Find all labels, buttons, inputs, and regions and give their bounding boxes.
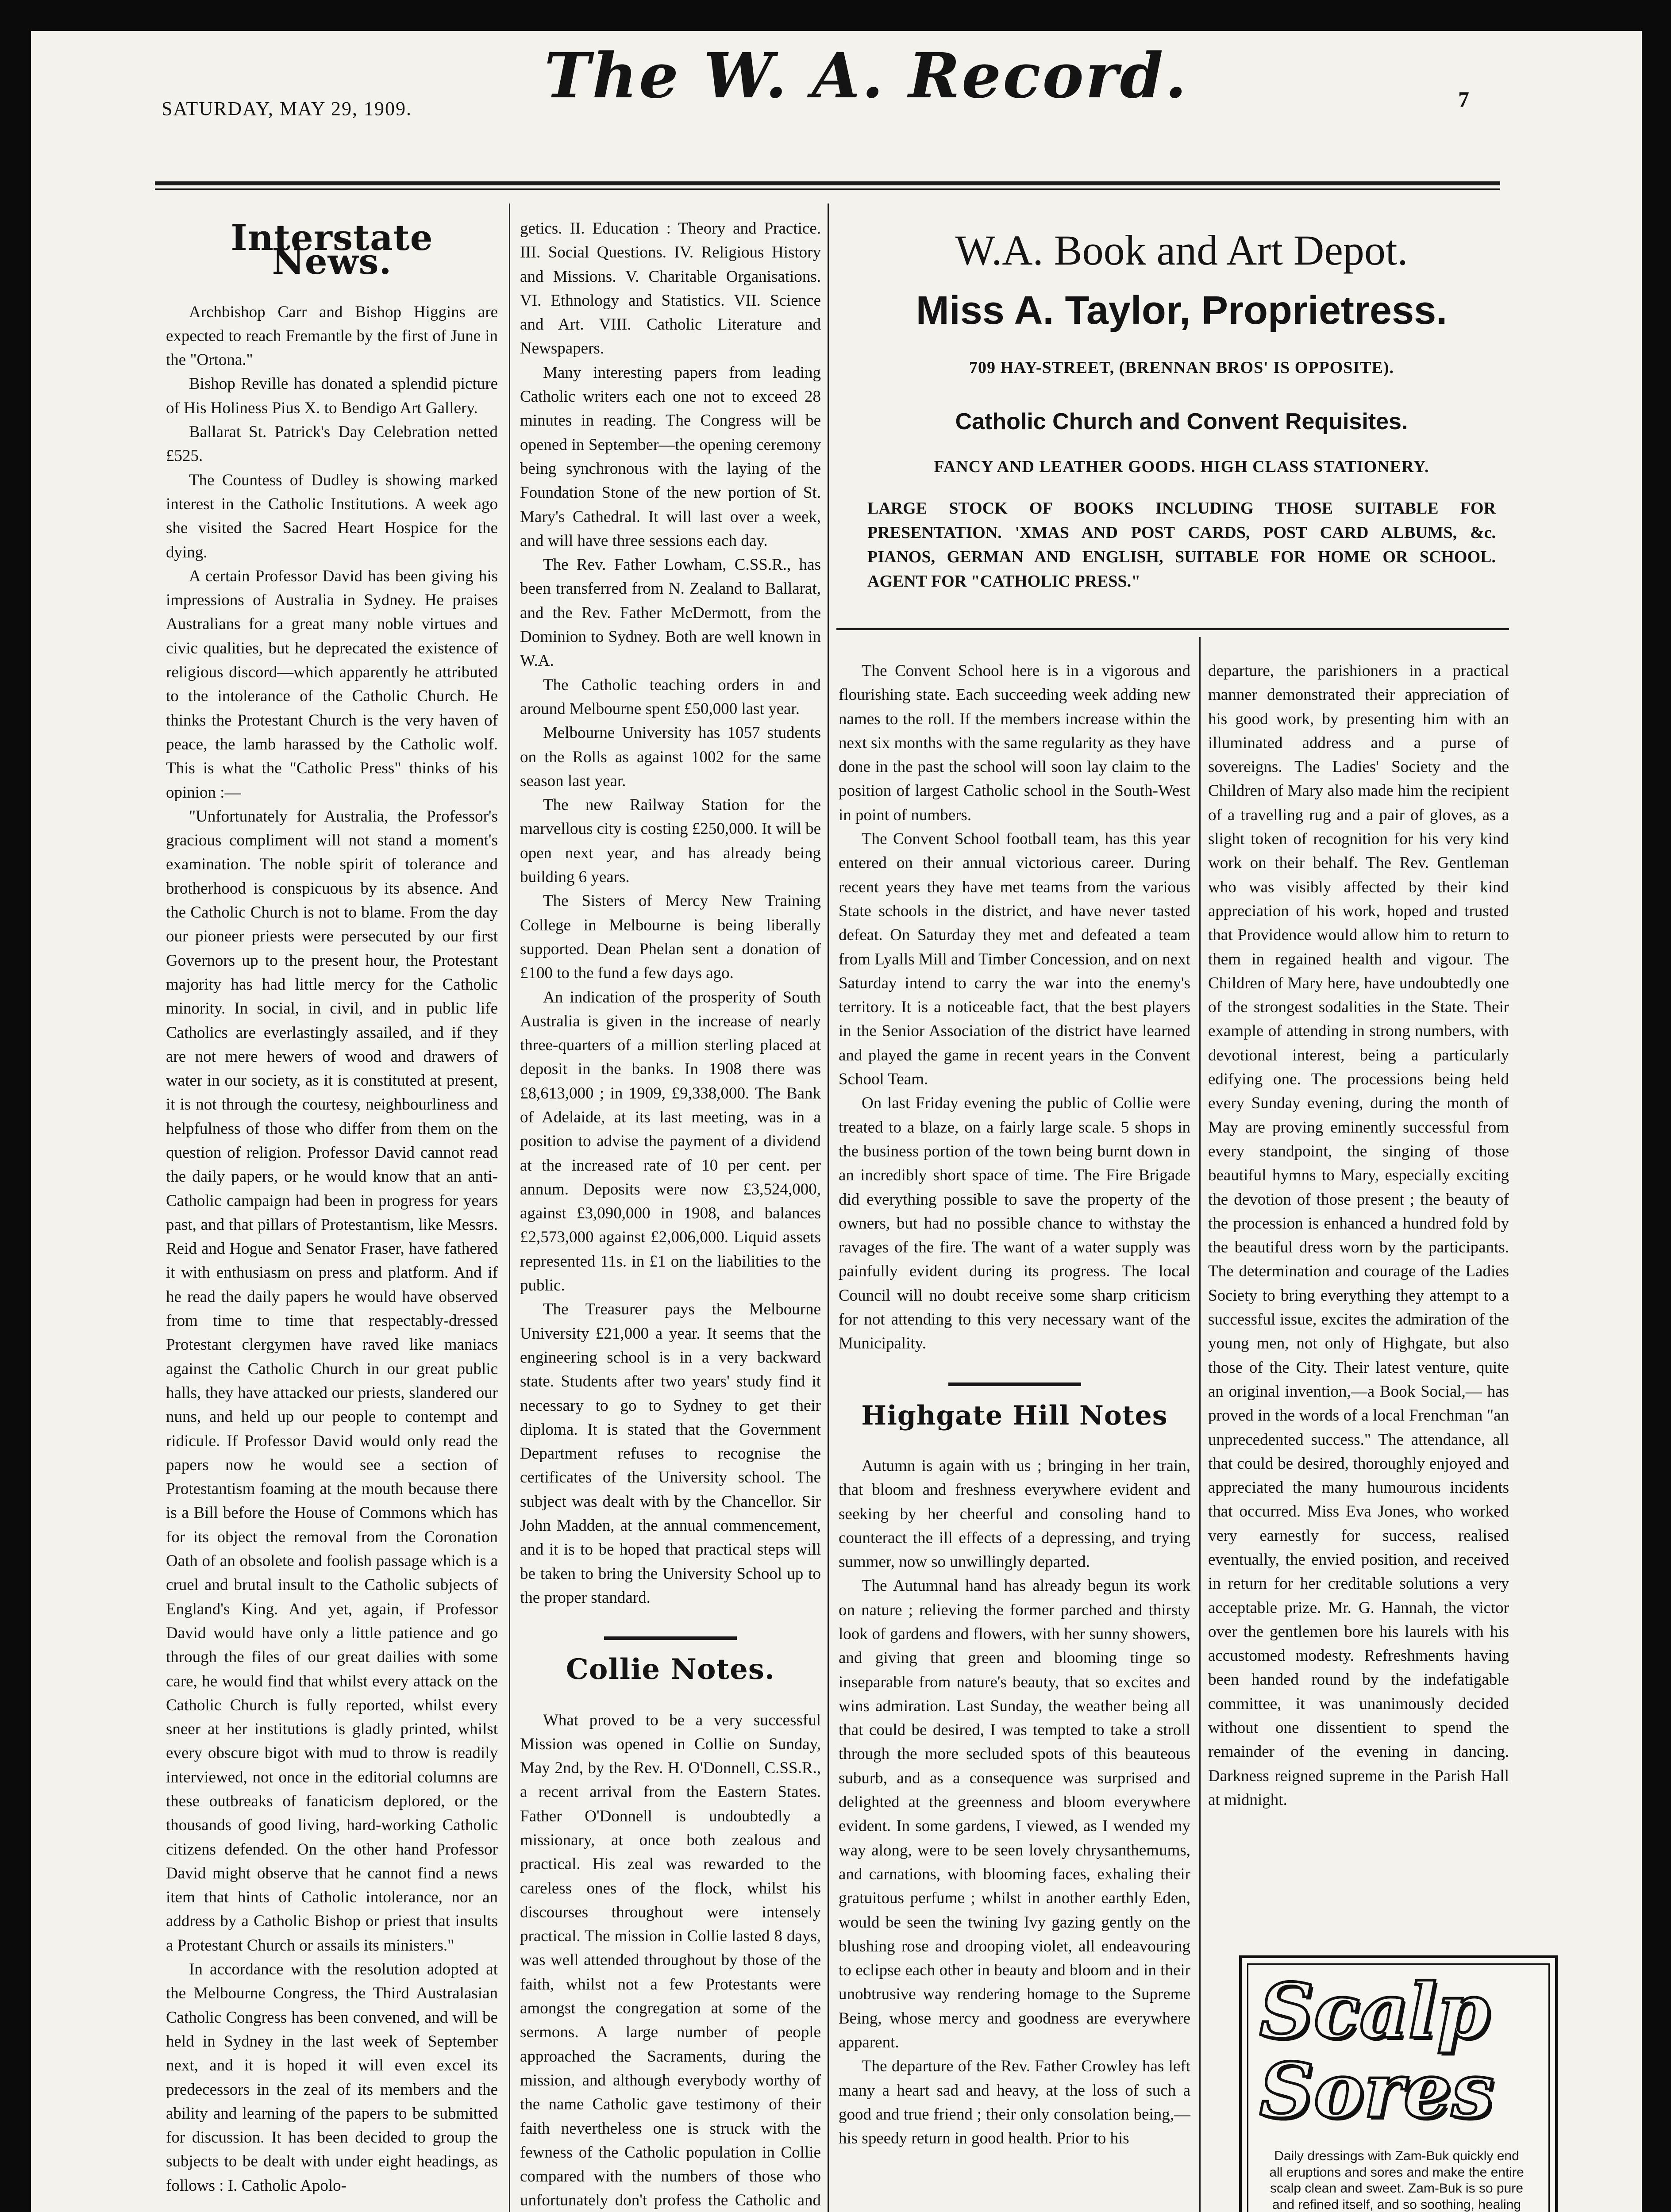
advert-body-text: Daily dressings with Zam-Buk quickly end all eruptions and sores and make the entire scalp clean and sweet. Zam-Buk is so pure and refined itself, and so soothing, healing xyxy=(1269,2149,1524,2212)
column-divider xyxy=(509,204,510,2212)
article-paragraph: The Sisters of Mercy New Training College in Melbourne is being liberally supported. Dean Phelan sent a donation of £100 to the fund a few days ago. xyxy=(520,892,821,983)
article-paragraph: A certain Professor David has been giving his impressions of Australia in Sydney. He praises Australians for a great many noble virtues and civic qualities, but he deprecated the existence of religious discord—which apparently he attributed to the intolerance of the Catholic Church. He thinks the Protestant Church is the very haven of peace, the lamb harassed by the Catholic wolf. This is what the "Catholic Press" thinks of his opinion :— xyxy=(166,567,498,802)
advert-requisites: Catholic Church and Convent Requisites. xyxy=(955,409,1408,434)
advert-title: W.A. Book and Art Depot. xyxy=(955,227,1408,274)
article-paragraph: The Rev. Father Lowham, C.SS.R., has been transferred from N. Zealand to Ballarat, and the Rev. Father McDermott, from the Dominion to Sydney. Both are well known in W.A. xyxy=(520,556,821,670)
column-interstate-news xyxy=(166,208,498,2198)
article-paragraph: On last Friday evening the public of Collie were treated to a blaze, on a fairly large scale. 5 shops in the business portion of the town being burnt down in an incredibly short space of time. The Fire Brigade did everything possible to save the property of the owners, but had no possible chance to withstay the ravages of the fire. The want of a water supply was painfully evident during its progress. The local Council will no doubt receive some sharp criticism for not attending to this very necessary want of the Municipality. xyxy=(839,1094,1190,1353)
advert-headline: Scalp xyxy=(1259,1967,1490,2055)
article-paragraph: What proved to be a very successful Mission was opened in Collie on Sunday, May 2nd, by the Rev. H. O'Donnell, C.SS.R., a recent arrival from the Eastern States. Father O'Donnell is undoubtedly a missionary, at once both zealous and practical. His zeal was rewarded to the careless ones of the flock, whilst his discourses throughout were intensely practical. The mission in Collie lasted 8 days, was well attended throughout by those of the faith, whilst not a few Protestants were amongst the congregation at some of the sermons. A large number of people approached the Sacraments, during the mission, and although everybody worthy of the name Catholic gave testimony of their faith nevertheless one is struck with the fewness of the Catholic population in Collie compared with the numbers of those who unfortunately don't profess the Catholic and xyxy=(520,1711,821,2210)
section-separator xyxy=(604,1636,737,1640)
article-paragraph: Ballarat St. Patrick's Day Celebration netted £525. xyxy=(166,423,498,465)
advert-headline: Sores xyxy=(1259,2047,1494,2135)
masthead-rule xyxy=(155,181,1500,185)
article-paragraph: The new Railway Station for the marvellous city is costing £250,000. It will be open next year, and has already being building 6 years. xyxy=(520,796,821,887)
advert-stock: LARGE STOCK OF BOOKS INCLUDING THOSE SUITABLE FOR PRESENTATION. 'XMAS AND POST CARDS, POST CARD ALBUMS, &c. PIANOS, GERMAN AND ENGLISH, SUITABLE FOR HOME OR SCHOOL. AGENT FOR "CATHOLIC PRESS." xyxy=(867,499,1496,591)
advert-goods: FANCY AND LEATHER GOODS. HIGH CLASS STATIONERY. xyxy=(934,457,1429,476)
article-paragraph: The Treasurer pays the Melbourne University £21,000 a year. It seems that the engineering school is in a very backward state. Students after two years' study find it necessary to go to Sydney to get their diploma. It is stated that the Government Department refuses to recognise the certificates of the University school. The subject was dealt with by the Chancellor. Sir John Madden, at the annual commencement, and it is to be hoped that practical steps will be taken to bring the University School up to the proper standard. xyxy=(520,1300,821,1607)
paper-title: The W. A. Record. xyxy=(544,40,1189,112)
article-paragraph: "Unfortunately for Australia, the Professor's gracious compliment will not stand a moment's examination. The noble spirit of tolerance and brotherhood is conspicuous by its absence. And the Catholic Church is not to blame. From the day our pioneer priests were persecuted by our first Governors up to the present hour, the Protestant majority has had little mercy for the Catholic minority. In social, in civil, and in public life Catholics are everlastingly assailed, and if they are not mere hewers of wood and drawers of water in our society, as it is constituted at present, it is not through the courtesy, neighbourliness and helpfulness of those who differ from them on the question of religion. Professor David cannot read the daily papers, or he would know that an anti-Catholic campaign had been in progress for years past, and that pillars of Protestantism, like Messrs. Reid and Hogue and Senator Fraser, have fathered it with enthusiasm on press and platform. And if he read the daily papers he would have observed from time to time that respectably-dressed Protestant clergymen have raved like maniacs against the Catholic Church in our great public halls, they have attacked our priests, slandered our nuns, and held up our people to contempt and ridicule. If Professor David would only read the papers now he would see a section of Protestantism foaming at the mouth because there is a Bill before the House of Commons which has for its object the removal from the Coronation Oath of an obsolete and foolish passage which is a cruel and brutal insult to the Catholic subjects of England's King. And yet, again, if Professor David would have only a little patience and go through the files of our great dailies with some care, he would find that whilst every attack on the Catholic Church is fully reported, whilst every sneer at her institutions is gladly printed, whilst every obscure bigot with mud to throw is readily interviewed, not once in the editorial columns are these outbreaks of fanaticism deplored, or the thousands of good living, hard-working Catholic citizens defended. On the other hand Professor David might observe that he cannot find a news item that hints of Catholic intolerance, nor an address by a Catholic Bishop or priest that insults a Protestant Church or assails its ministers." xyxy=(166,807,498,1955)
article-paragraph: An indication of the prosperity of South Australia is given in the increase of nearly three-quarters of a million sterling placed at deposit in the banks. In 1908 there was £8,613,000 ; in 1909, £9,338,000. The Bank of Adelaide, at its last meeting, was in a position to advise the payment of a dividend at the increased rate of 10 per cent. per annum. Deposits were now £3,524,000, against £3,090,000 in 1908, and balances £2,573,000 against £2,006,000. Liquid assets represented 11s. in £1 on the liabilities to the public. xyxy=(520,988,821,1295)
advert-bottom-rule xyxy=(836,628,1509,630)
advert-body xyxy=(1268,2148,1525,2212)
article-paragraph: getics. II. Education : Theory and Practice. III. Social Questions. IV. Religious History and Missions. V. Charitable Organisations. VI. Ethnology and Statistics. VII. Science and Art. VIII. Catholic Literature and Newspapers. xyxy=(520,219,821,358)
column-news-continued xyxy=(520,217,821,2212)
article-paragraph: departure, the parishioners in a practical manner demonstrated their appreciation of his good work, by presenting him with an illuminated address and a purse of sovereigns. The Ladies' Society and the Children of Mary also made him the recipient of a travelling rug and a pair of gloves, as a slight token of recognition for his very kind work on their behalf. The Rev. Gentleman who was visibly affected by their kind appreciation of his work, hoped and trusted that Providence would allow him to return to them in regained health and vigour. The Children of Mary here, have undoubtedly one of the strongest sodalities in the State. Their example of attending in strong numbers, with devotional interest, being a particularly edifying one. The processions being held every Sunday evening, during the month of May are proving eminently successful from every standpoint, the singing of those beautiful hymns to Mary, especially exciting the devotion of those present ; the beauty of the procession is enhanced a hundred fold by the beautiful dress worn by the participants. The determination and courage of the Ladies Society to bring everything they attempt to a successful issue, excites the admiration of the young men, not only of Highgate, but also those of the City. Their latest venture, quite an original invention,—a Book Social,— has proved in the words of a local Frenchman "an unprecedented success." The attendance, all that could be desired, thoroughly enjoyed and appreciated the many humourous incidents that occurred. Miss Eva Jones, who worked very earnestly for success, realised eventually, the envied position, and received in return for her creditable solutions a very acceptable prize. Mr. G. Hannah, the victor over the gentlemen bore his laurels with his accustomed modesty. Refreshments having been handed round by the indefatigable committee, it was unanimously decided without one dissentient to spend the remainder of the evening in dancing. Darkness reigned supreme in the Parish Hall at midnight. xyxy=(1208,662,1509,1809)
column-collie-local xyxy=(839,659,1190,2151)
article-paragraph: In accordance with the resolution adopted at the Melbourne Congress, the Third Australasian Catholic Congress has been convened, and will be held in Sydney in the last week of September next, and it is hoped it will even excel its predecessors in the zeal of its members and the ability and learning of the papers to be submitted for discussion. It has been decided to group the subjects to be dealt with under eight headings, as follows : I. Catholic Apolo- xyxy=(166,1960,498,2195)
advert-address: 709 HAY-STREET, (BRENNAN BROS' IS OPPOSITE). xyxy=(969,358,1394,377)
section-heading: Interstate News. xyxy=(231,217,433,283)
article-paragraph: Autumn is again with us ; bringing in her train, that bloom and freshness everywhere evident and seeking by her cheerful and consoling hand to counteract the ill effects of a depressing, and trying summer, now so unwillingly departed. xyxy=(839,1456,1190,1571)
article-paragraph: Melbourne University has 1057 students on the Rolls as against 1002 for the same season last year. xyxy=(520,724,821,790)
article-paragraph: The Convent School football team, has this year entered on their annual victorious career. During recent years they have met teams from the various State schools in the district, and have never tasted defeat. On Saturday they met and defeated a team from Lyalls Mill and Timber Concession, and on next Saturday intend to carry the war into the enemy's territory. It is a noticeable fact, that the best players in the Senior Association of the district have learned and played the game in recent years in the Convent School Team. xyxy=(839,830,1190,1089)
article-paragraph: The Convent School here is in a vigorous and flourishing state. Each succeeding week adding new names to the roll. If the members increase within the next six months with the same regularity as they have done in the past the school will soon lay claim to the position of largest Catholic school in the South-West in point of numbers. xyxy=(839,662,1190,824)
section-separator xyxy=(948,1382,1081,1386)
section-heading: Highgate Hill Notes xyxy=(861,1400,1168,1431)
zam-buk-advert xyxy=(1239,1955,1558,2212)
column-divider xyxy=(1199,637,1201,2212)
section-heading: Collie Notes. xyxy=(566,1653,775,1686)
masthead-rule-thin xyxy=(155,188,1500,190)
article-paragraph: Archbishop Carr and Bishop Higgins are expected to reach Fremantle by the first of June in the "Ortona." xyxy=(166,303,498,369)
issue-date: SATURDAY, MAY 29, 1909. xyxy=(162,98,412,119)
article-paragraph: The Catholic teaching orders in and around Melbourne spent £50,000 last year. xyxy=(520,676,821,718)
article-paragraph: Many interesting papers from leading Catholic writers each one not to exceed 28 minutes in reading. The Congress will be opened in September—the opening ceremony being synchronous with the laying of the Foundation Stone of the new portion of St. Mary's Cathedral. It will last over a week, and will have three sessions each day. xyxy=(520,363,821,550)
book-depot-advert xyxy=(859,208,1505,594)
advert-proprietor: Miss A. Taylor, Proprietress. xyxy=(916,288,1448,333)
column-highgate-continued xyxy=(1208,659,1509,1812)
article-paragraph: The Countess of Dudley is showing marked interest in the Catholic Institutions. A week ago she visited the Sacred Heart Hospice for the dying. xyxy=(166,471,498,561)
page-number: 7 xyxy=(1458,87,1469,111)
article-paragraph: The departure of the Rev. Father Crowley has left many a heart sad and heavy, at the loss of such a good and true friend ; their only consolation being,—his speedy return in good health. Prior to his xyxy=(839,2057,1190,2148)
article-paragraph: The Autumnal hand has already begun its work on nature ; relieving the former parched and thirsty look of gardens and flowers, with her sunny showers, and giving that green and blooming tinge so inseparable from nature's beauty, that so excites and wins admiration. Last Sunday, the weather being all that could be desired, I was tempted to take a stroll through the more secluded spots of this beauteous suburb, and as a consequence was surprised and delighted at the greenness and bloom everywhere evident. In some gardens, I viewed, as I wended my way along, were to be seen lovely chrysanthemums, and carnations, with blooming faces, exhaling their gratuitous perfume ; whilst in another earthly Eden, would be seen the twining Ivy gazing gently on the blushing rose and drooping violet, all endeavouring to eclipse each other in beauty and bloom and in their unobtrusive way rendering homage to the Supreme Being, whose mercy and goodness are everywhere apparent. xyxy=(839,1577,1190,2052)
column-divider xyxy=(828,204,829,2212)
article-paragraph: Bishop Reville has donated a splendid picture of His Holiness Pius X. to Bendigo Art Gallery. xyxy=(166,375,498,417)
newspaper-page xyxy=(31,31,1642,2212)
